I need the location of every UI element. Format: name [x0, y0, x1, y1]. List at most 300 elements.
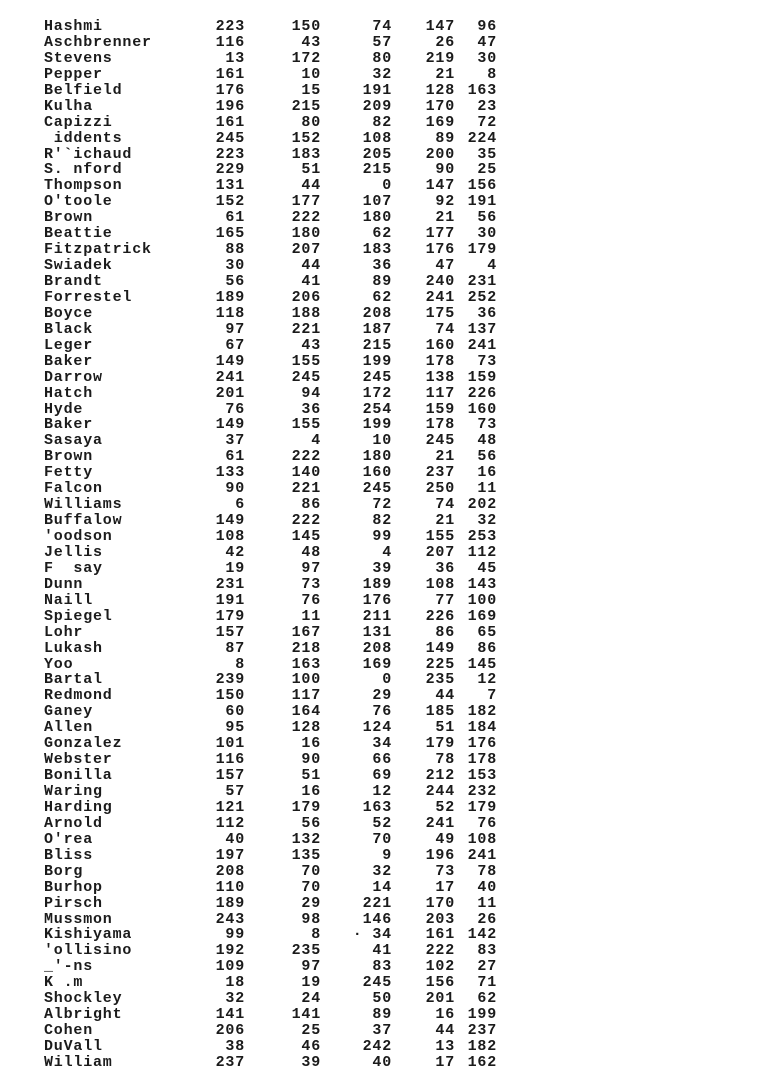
value-col-4: 147	[425, 19, 455, 35]
value-col-5: 56	[477, 448, 497, 466]
value-col-3: 83	[372, 958, 392, 976]
value-col-3: 29	[372, 687, 392, 705]
person-name: Yoo	[44, 655, 74, 673]
value-col-1: 201	[215, 384, 245, 402]
value-col-2: 97	[301, 958, 321, 976]
value-col-2: 172	[291, 49, 321, 67]
table-row	[44, 306, 504, 322]
value-col-3: 176	[362, 591, 392, 609]
table-row	[44, 688, 504, 704]
value-col-2: 222	[291, 448, 321, 466]
table-row	[44, 545, 504, 561]
table-row	[44, 593, 504, 609]
value-col-5: 137	[467, 320, 497, 338]
value-col-4: 159	[425, 400, 455, 418]
value-col-4: 244	[425, 783, 455, 800]
value-col-5: 241	[467, 336, 497, 354]
value-col-5: 112	[467, 543, 497, 561]
value-col-5: 56	[477, 209, 497, 227]
value-col-4: 245	[425, 432, 455, 450]
person-name: 'oodson	[44, 528, 113, 545]
value-col-3: 0	[382, 177, 392, 195]
value-col-4: 73	[435, 862, 455, 880]
person-name: F say	[44, 559, 103, 577]
value-col-2: 56	[301, 814, 321, 832]
table-row	[44, 832, 504, 848]
value-col-5: 179	[467, 241, 497, 259]
value-col-5: 178	[467, 751, 497, 769]
value-col-3: 74	[372, 19, 392, 35]
value-col-1: 116	[215, 751, 245, 769]
value-col-4: 128	[425, 81, 455, 99]
value-col-1: 42	[225, 543, 245, 561]
value-col-5: 231	[467, 273, 497, 290]
value-col-4: 117	[425, 384, 455, 402]
value-col-3: 72	[372, 496, 392, 514]
person-name: Hatch	[44, 384, 94, 402]
value-col-1: 8	[235, 655, 245, 673]
value-col-1: 149	[215, 512, 245, 530]
table-row	[44, 370, 504, 386]
value-col-5: 253	[467, 528, 497, 545]
table-row	[44, 194, 504, 210]
table-row	[44, 513, 504, 529]
value-col-1: 30	[225, 257, 245, 275]
value-col-1: 60	[225, 703, 245, 721]
value-col-2: 221	[291, 480, 321, 498]
table-row	[44, 19, 504, 35]
value-col-4: 90	[435, 161, 455, 179]
value-col-1: 87	[225, 639, 245, 657]
table-row	[44, 481, 504, 497]
value-col-5: 224	[467, 129, 497, 147]
value-col-3: 211	[362, 607, 392, 625]
table-row	[44, 752, 504, 768]
table-row	[44, 449, 504, 465]
table-row	[44, 529, 504, 545]
person-name: Leger	[44, 336, 94, 354]
value-col-5: 11	[477, 480, 497, 498]
table-row	[44, 465, 504, 481]
person-name: iddents	[44, 129, 123, 147]
person-name: Jellis	[44, 543, 103, 561]
value-col-4: 86	[435, 623, 455, 641]
value-col-1: 97	[225, 320, 245, 338]
table-row	[44, 672, 504, 688]
value-col-5: 16	[477, 464, 497, 482]
value-col-2: 98	[301, 910, 321, 928]
table-row	[44, 51, 504, 67]
value-col-4: 52	[435, 798, 455, 816]
value-col-3: 183	[362, 241, 392, 259]
value-col-2: 39	[301, 1053, 321, 1070]
value-col-5: 96	[477, 19, 497, 35]
value-col-1: 95	[225, 719, 245, 737]
value-col-5: 163	[467, 81, 497, 99]
value-col-5: 12	[477, 671, 497, 689]
value-col-4: 21	[435, 65, 455, 83]
person-name: Albright	[44, 1006, 123, 1024]
value-col-4: 92	[435, 193, 455, 211]
value-col-1: 179	[215, 607, 245, 625]
value-col-1: 90	[225, 480, 245, 498]
value-col-5: 30	[477, 225, 497, 243]
value-col-4: 169	[425, 113, 455, 131]
value-col-3: 187	[362, 320, 392, 338]
table-row	[44, 290, 504, 306]
value-col-3: 66	[372, 751, 392, 769]
value-col-4: 225	[425, 655, 455, 673]
value-col-5: 71	[477, 974, 497, 992]
table-row	[44, 800, 504, 816]
value-col-3: 82	[372, 113, 392, 131]
value-col-4: 175	[425, 304, 455, 322]
value-col-1: 237	[215, 1053, 245, 1070]
value-col-2: 19	[301, 974, 321, 992]
person-name: Bartal	[44, 671, 103, 689]
value-col-2: 16	[301, 735, 321, 753]
value-col-2: 145	[291, 528, 321, 545]
value-col-5: 4	[487, 257, 497, 275]
value-col-5: 142	[467, 926, 497, 944]
table-row	[44, 258, 504, 274]
value-col-2: 86	[301, 496, 321, 514]
value-col-3: 62	[372, 288, 392, 306]
value-col-1: 19	[225, 559, 245, 577]
value-col-5: 153	[467, 767, 497, 785]
value-col-5: 160	[467, 400, 497, 418]
person-name: Bliss	[44, 846, 94, 864]
value-col-4: 207	[425, 543, 455, 561]
value-col-3: 245	[362, 368, 392, 386]
value-col-4: 44	[435, 1022, 455, 1040]
value-col-1: 245	[215, 129, 245, 147]
value-col-3: 62	[372, 225, 392, 243]
value-col-2: 128	[291, 719, 321, 737]
value-col-1: 239	[215, 671, 245, 689]
value-col-2: 70	[301, 878, 321, 896]
value-col-3: 69	[372, 767, 392, 785]
person-name: Naill	[44, 591, 94, 609]
person-name: R'`ichaud	[44, 145, 133, 163]
value-col-1: 189	[215, 288, 245, 306]
value-col-4: 185	[425, 703, 455, 721]
value-col-1: 18	[225, 974, 245, 992]
value-col-5: 45	[477, 559, 497, 577]
value-col-2: 73	[301, 575, 321, 593]
value-col-1: 150	[215, 687, 245, 705]
value-col-4: 241	[425, 814, 455, 832]
person-name: Fetty	[44, 464, 94, 482]
person-name: Pirsch	[44, 894, 103, 912]
value-col-5: 86	[477, 639, 497, 657]
value-col-4: 102	[425, 958, 455, 976]
table-row	[44, 975, 504, 991]
value-col-5: 48	[477, 432, 497, 450]
value-col-2: 51	[301, 161, 321, 179]
value-col-5: 73	[477, 352, 497, 370]
value-col-5: 27	[477, 958, 497, 976]
value-col-4: 16	[435, 1006, 455, 1024]
value-col-4: 250	[425, 480, 455, 498]
person-name: Dunn	[44, 575, 84, 593]
value-col-3: 124	[362, 719, 392, 737]
value-col-1: 38	[225, 1038, 245, 1055]
value-col-5: 182	[467, 703, 497, 721]
value-col-2: 29	[301, 894, 321, 912]
person-name: DuVall	[44, 1038, 103, 1055]
value-col-3: 215	[362, 336, 392, 354]
value-col-3: 221	[362, 894, 392, 912]
value-col-4: 51	[435, 719, 455, 737]
person-name: Burhop	[44, 878, 103, 896]
value-col-2: 155	[291, 416, 321, 434]
value-col-2: 150	[291, 19, 321, 35]
table-row	[44, 402, 504, 418]
value-col-5: 184	[467, 719, 497, 737]
value-col-2: 97	[301, 559, 321, 577]
table-row	[44, 991, 504, 1007]
value-col-5: 232	[467, 783, 497, 800]
value-col-2: 141	[291, 1006, 321, 1024]
value-col-5: 8	[487, 65, 497, 83]
value-col-2: 179	[291, 798, 321, 816]
table-row	[44, 768, 504, 784]
table-row	[44, 880, 504, 896]
table-row	[44, 657, 504, 673]
person-name: Hyde	[44, 400, 84, 418]
person-name: Capizzi	[44, 113, 113, 131]
value-col-3: 180	[362, 448, 392, 466]
value-col-1: 76	[225, 400, 245, 418]
value-col-3: 245	[362, 974, 392, 992]
value-col-2: 206	[291, 288, 321, 306]
person-name: Williams	[44, 496, 123, 514]
value-col-4: 222	[425, 942, 455, 960]
value-col-5: 35	[477, 145, 497, 163]
value-col-5: 11	[477, 894, 497, 912]
value-col-3: 32	[372, 65, 392, 83]
value-col-1: 192	[215, 942, 245, 960]
value-col-5: 169	[467, 607, 497, 625]
value-col-3: 146	[362, 910, 392, 928]
value-col-5: 143	[467, 575, 497, 593]
table-row	[44, 226, 504, 242]
person-name: Kishiyama	[44, 926, 133, 944]
value-col-2: 24	[301, 990, 321, 1008]
person-name: Arnold	[44, 814, 103, 832]
value-col-5: 241	[467, 846, 497, 864]
value-col-1: 121	[215, 798, 245, 816]
value-col-2: 222	[291, 209, 321, 227]
person-name: Stevens	[44, 49, 113, 67]
person-name: Pepper	[44, 65, 103, 83]
value-col-5: 202	[467, 496, 497, 514]
value-col-3: 0	[382, 671, 392, 689]
table-row	[44, 1055, 504, 1070]
table-row	[44, 210, 504, 226]
value-col-3: 199	[362, 352, 392, 370]
value-col-3: 208	[362, 304, 392, 322]
value-col-2: 46	[301, 1038, 321, 1055]
value-col-1: 108	[215, 528, 245, 545]
table-row	[44, 99, 504, 115]
table-row	[44, 1007, 504, 1023]
person-name: Brandt	[44, 273, 103, 290]
value-col-1: 229	[215, 161, 245, 179]
table-row	[44, 816, 504, 832]
value-col-3: 99	[372, 528, 392, 545]
table-row	[44, 1039, 504, 1055]
value-col-3: 4	[382, 543, 392, 561]
value-col-2: 164	[291, 703, 321, 721]
person-name: Harding	[44, 798, 113, 816]
value-col-3: 57	[372, 33, 392, 51]
value-col-3: 36	[372, 257, 392, 275]
value-col-2: 177	[291, 193, 321, 211]
value-col-2: 43	[301, 336, 321, 354]
value-col-5: 108	[467, 830, 497, 848]
value-col-4: 212	[425, 767, 455, 785]
value-col-5: 162	[467, 1053, 497, 1070]
value-col-3: 39	[372, 559, 392, 577]
value-col-1: 133	[215, 464, 245, 482]
value-col-3: 254	[362, 400, 392, 418]
value-col-4: 226	[425, 607, 455, 625]
table-row	[44, 959, 504, 975]
value-col-3: 199	[362, 416, 392, 434]
value-col-3: 205	[362, 145, 392, 163]
person-name: Forrestel	[44, 288, 133, 306]
value-col-3: 10	[372, 432, 392, 450]
person-name: Waring	[44, 783, 103, 800]
value-col-5: 191	[467, 193, 497, 211]
value-col-5: 182	[467, 1038, 497, 1055]
value-col-2: 8	[311, 926, 321, 944]
value-col-1: 208	[215, 862, 245, 880]
table-row	[44, 848, 504, 864]
value-col-4: 17	[435, 878, 455, 896]
value-col-3: 180	[362, 209, 392, 227]
value-col-1: 165	[215, 225, 245, 243]
value-col-3: 12	[372, 783, 392, 800]
value-col-2: 48	[301, 543, 321, 561]
value-col-5: 226	[467, 384, 497, 402]
table-row	[44, 338, 504, 354]
value-col-3: 89	[372, 273, 392, 290]
value-col-4: 89	[435, 129, 455, 147]
value-col-4: 26	[435, 33, 455, 51]
value-col-1: 191	[215, 591, 245, 609]
value-col-1: 161	[215, 113, 245, 131]
value-col-3: 82	[372, 512, 392, 530]
value-col-2: 180	[291, 225, 321, 243]
table-row	[44, 912, 504, 928]
value-col-1: 112	[215, 814, 245, 832]
value-col-3: 32	[372, 862, 392, 880]
value-col-1: 67	[225, 336, 245, 354]
value-col-3: 70	[372, 830, 392, 848]
value-col-4: 179	[425, 735, 455, 753]
value-col-1: 157	[215, 623, 245, 641]
person-name: Baker	[44, 352, 94, 370]
value-col-2: 36	[301, 400, 321, 418]
value-col-5: 65	[477, 623, 497, 641]
value-col-3: 40	[372, 1053, 392, 1070]
value-col-5: 73	[477, 416, 497, 434]
value-col-1: 243	[215, 910, 245, 928]
value-col-4: 237	[425, 464, 455, 482]
value-col-3: 245	[362, 480, 392, 498]
person-name: Darrow	[44, 368, 103, 386]
value-col-4: 196	[425, 846, 455, 864]
value-col-4: 74	[435, 320, 455, 338]
table-row	[44, 704, 504, 720]
person-name: 'ollisino	[44, 942, 133, 960]
value-col-4: 240	[425, 273, 455, 290]
value-col-4: 161	[425, 926, 455, 944]
value-col-1: 157	[215, 767, 245, 785]
value-col-2: 44	[301, 177, 321, 195]
value-col-2: 94	[301, 384, 321, 402]
value-col-3: 80	[372, 49, 392, 67]
value-col-4: 156	[425, 974, 455, 992]
value-col-4: 200	[425, 145, 455, 163]
table-row	[44, 178, 504, 194]
name-table	[44, 19, 504, 1070]
value-col-1: 99	[225, 926, 245, 944]
value-col-3: 108	[362, 129, 392, 147]
value-col-3: 14	[372, 878, 392, 896]
value-col-4: 21	[435, 512, 455, 530]
person-name: O'toole	[44, 193, 113, 211]
value-col-1: 231	[215, 575, 245, 593]
value-col-4: 17	[435, 1053, 455, 1070]
value-col-2: 188	[291, 304, 321, 322]
table-row	[44, 386, 504, 402]
table-row	[44, 322, 504, 338]
value-col-5: 72	[477, 113, 497, 131]
person-name: Gonzalez	[44, 735, 123, 753]
value-col-2: 41	[301, 273, 321, 290]
value-col-3: 9	[382, 846, 392, 864]
value-col-1: 88	[225, 241, 245, 259]
value-col-5: 83	[477, 942, 497, 960]
value-col-3: 191	[362, 81, 392, 99]
table-row	[44, 147, 504, 163]
table-row	[44, 609, 504, 625]
person-name: Lohr	[44, 623, 84, 641]
value-col-1: 152	[215, 193, 245, 211]
value-col-5: 156	[467, 177, 497, 195]
value-col-2: 183	[291, 145, 321, 163]
value-col-4: 176	[425, 241, 455, 259]
value-col-3: 52	[372, 814, 392, 832]
person-name: Buffalow	[44, 512, 123, 530]
value-col-1: 57	[225, 783, 245, 800]
value-col-3: 242	[362, 1038, 392, 1055]
value-col-4: 160	[425, 336, 455, 354]
person-name: Baker	[44, 416, 94, 434]
person-name: Black	[44, 320, 94, 338]
table-row	[44, 497, 504, 513]
value-col-5: 23	[477, 97, 497, 115]
value-col-2: 117	[291, 687, 321, 705]
value-col-4: 47	[435, 257, 455, 275]
person-name: Sasaya	[44, 432, 103, 450]
value-col-5: 100	[467, 591, 497, 609]
value-col-1: 32	[225, 990, 245, 1008]
